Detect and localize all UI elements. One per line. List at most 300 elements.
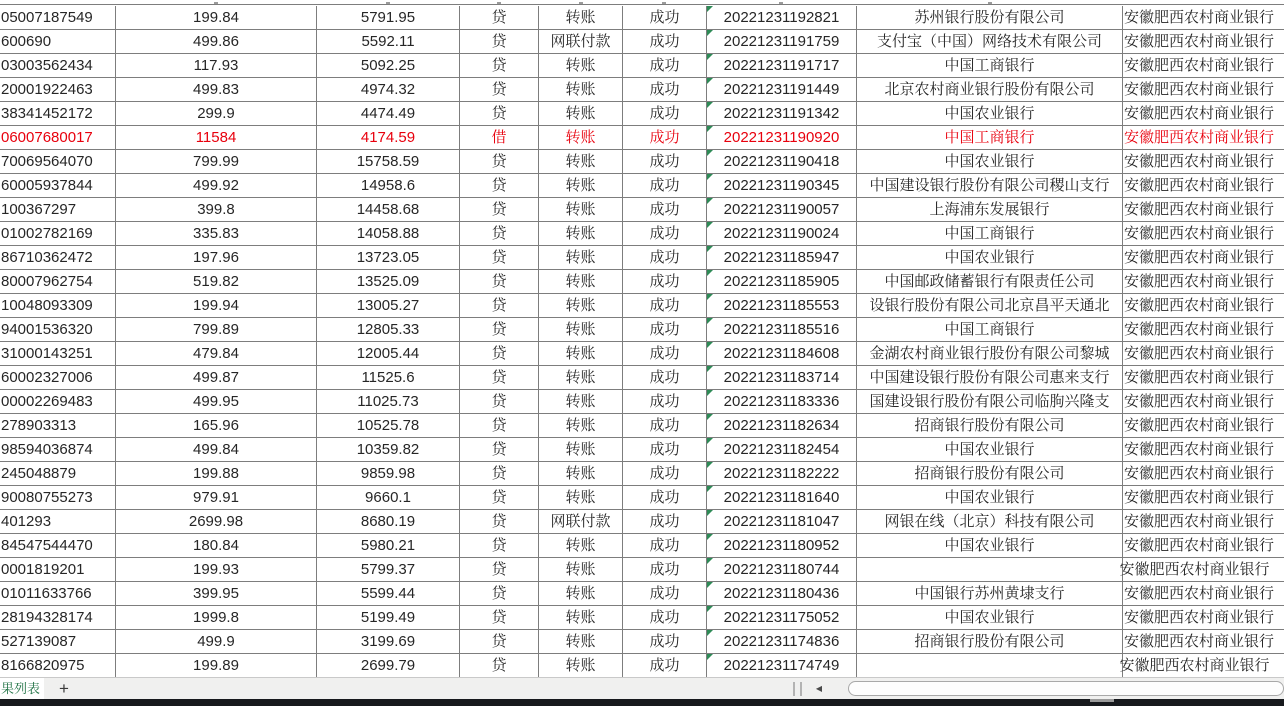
table-row[interactable] — [0, 6, 1284, 30]
cell-direction[interactable]: 贷 — [460, 294, 539, 317]
cell-account[interactable]: 80007962754 — [0, 270, 116, 293]
cell-amount[interactable]: 199.93 — [116, 558, 317, 581]
cell-own-bank[interactable] — [1123, 582, 1284, 605]
cell-amount[interactable]: 499.83 — [116, 78, 317, 101]
cell-timestamp[interactable] — [707, 318, 857, 341]
cell-status[interactable]: 成功 — [623, 342, 707, 365]
stored-as-text-indicator-icon — [707, 558, 713, 564]
cell-own-bank[interactable] — [1123, 6, 1284, 29]
table-row[interactable] — [0, 414, 1284, 438]
cell-counterparty-bank[interactable]: 中国农业银行 — [857, 606, 1123, 629]
cell-direction[interactable]: 借 — [460, 126, 539, 149]
cell-amount[interactable]: 799.99 — [116, 150, 317, 173]
cell-timestamp[interactable] — [707, 510, 857, 533]
cell-counterparty-bank[interactable]: 上海浦东发展银行 — [857, 198, 1123, 221]
cell-balance[interactable]: 5092.25 — [317, 54, 460, 77]
table-row[interactable] — [0, 54, 1284, 78]
cell-transaction-type[interactable]: 转账 — [539, 486, 623, 509]
cell-amount[interactable]: 1999.8 — [116, 606, 317, 629]
cell-direction[interactable]: 贷 — [460, 342, 539, 365]
cell-own-bank[interactable] — [1123, 150, 1284, 173]
cell-transaction-type[interactable]: 转账 — [539, 558, 623, 581]
cell-amount[interactable]: 197.96 — [116, 246, 317, 269]
cell-status[interactable]: 成功 — [623, 222, 707, 245]
table-row[interactable] — [0, 270, 1284, 294]
cell-timestamp[interactable] — [707, 198, 857, 221]
cell-transaction-type[interactable]: 转账 — [539, 222, 623, 245]
cell-status[interactable]: 成功 — [623, 582, 707, 605]
cell-counterparty-bank[interactable]: 国建设银行股份有限公司临朐兴隆支 — [857, 390, 1123, 413]
cell-amount[interactable]: 299.9 — [116, 102, 317, 125]
cell-status[interactable]: 成功 — [623, 30, 707, 53]
cell-timestamp[interactable] — [707, 558, 857, 581]
timestamp-text: 20221231185947 — [723, 249, 840, 266]
cell-account[interactable]: 401293 — [0, 510, 116, 533]
cell-status[interactable]: 成功 — [623, 318, 707, 341]
add-sheet-button[interactable]: + — [59, 679, 69, 698]
cell-own-bank[interactable] — [1123, 126, 1284, 149]
table-row[interactable] — [0, 390, 1284, 414]
cell-status[interactable]: 成功 — [623, 174, 707, 197]
cell-transaction-type[interactable]: 转账 — [539, 318, 623, 341]
cell-timestamp[interactable] — [707, 270, 857, 293]
cell-timestamp[interactable] — [707, 150, 857, 173]
stored-as-text-indicator-icon — [707, 486, 713, 492]
cell-direction[interactable]: 贷 — [460, 414, 539, 437]
cell-transaction-type[interactable]: 转账 — [539, 198, 623, 221]
cell-balance[interactable]: 4974.32 — [317, 78, 460, 101]
cell-amount[interactable]: 335.83 — [116, 222, 317, 245]
cell-timestamp[interactable] — [707, 534, 857, 557]
cell-amount[interactable]: 199.89 — [116, 654, 317, 677]
scroll-left-arrow-icon[interactable]: ◀ — [815, 684, 823, 693]
cell-own-bank[interactable] — [1123, 246, 1284, 269]
own-bank-text: 安徽肥西农村商业银行 — [1123, 201, 1274, 218]
timestamp-text: 20221231190345 — [723, 177, 840, 194]
cell-counterparty-bank[interactable]: 支付宝（中国）网络技术有限公司 — [857, 30, 1123, 53]
cell-balance[interactable]: 5980.21 — [317, 534, 460, 557]
table-row[interactable] — [0, 198, 1284, 222]
cell-counterparty-bank[interactable]: 招商银行股份有限公司 — [857, 414, 1123, 437]
cell-account[interactable]: 20001922463 — [0, 78, 116, 101]
cell-counterparty-bank[interactable]: 金湖农村商业银行股份有限公司黎城 — [857, 342, 1123, 365]
cell-counterparty-bank[interactable]: 中国工商银行 — [857, 222, 1123, 245]
cell-transaction-type[interactable]: 转账 — [539, 342, 623, 365]
cell-amount[interactable]: 499.87 — [116, 366, 317, 389]
timestamp-text: 20221231185905 — [723, 273, 840, 290]
timestamp-text: 20221231183336 — [723, 393, 840, 410]
cell-transaction-type[interactable]: 网联付款 — [539, 30, 623, 53]
cell-own-bank[interactable] — [1123, 318, 1284, 341]
cell-balance[interactable]: 10525.78 — [317, 414, 460, 437]
cell-status[interactable]: 成功 — [623, 246, 707, 269]
cell-counterparty-bank[interactable]: 中国农业银行 — [857, 534, 1123, 557]
cell-own-bank[interactable] — [1123, 390, 1284, 413]
cell-amount[interactable]: 199.94 — [116, 294, 317, 317]
cell-counterparty-bank[interactable]: 中国工商银行 — [857, 318, 1123, 341]
table-row[interactable] — [0, 462, 1284, 486]
cell-balance[interactable]: 14458.68 — [317, 198, 460, 221]
cell-status[interactable]: 成功 — [623, 126, 707, 149]
cell-status[interactable]: 成功 — [623, 630, 707, 653]
cell-direction[interactable]: 贷 — [460, 150, 539, 173]
cell-status[interactable]: 成功 — [623, 198, 707, 221]
cell-timestamp[interactable] — [707, 390, 857, 413]
table-row[interactable] — [0, 342, 1284, 366]
cell-account[interactable]: 38341452172 — [0, 102, 116, 125]
cell-timestamp[interactable] — [707, 462, 857, 485]
cell-timestamp[interactable] — [707, 366, 857, 389]
cell-counterparty-bank[interactable]: 中国农业银行 — [857, 486, 1123, 509]
cell-counterparty-bank[interactable]: 中国农业银行 — [857, 150, 1123, 173]
cell-status[interactable]: 成功 — [623, 294, 707, 317]
cell-direction[interactable]: 贷 — [460, 534, 539, 557]
cell-account[interactable]: 01002782169 — [0, 222, 116, 245]
cell-own-bank[interactable] — [1123, 30, 1284, 53]
sheet-tab[interactable] — [0, 678, 44, 700]
cell-account[interactable]: 03003562434 — [0, 54, 116, 77]
cell-direction[interactable]: 贷 — [460, 582, 539, 605]
cell-counterparty-bank[interactable]: 招商银行股份有限公司 — [857, 630, 1123, 653]
cell-timestamp[interactable] — [707, 54, 857, 77]
cell-direction[interactable]: 贷 — [460, 366, 539, 389]
cell-balance[interactable]: 12805.33 — [317, 318, 460, 341]
cell-direction[interactable]: 贷 — [460, 102, 539, 125]
cell-balance[interactable]: 5791.95 — [317, 6, 460, 29]
cell-amount[interactable]: 519.82 — [116, 270, 317, 293]
cell-direction[interactable]: 贷 — [460, 318, 539, 341]
table-row[interactable] — [0, 318, 1284, 342]
cell-account[interactable]: 100367297 — [0, 198, 116, 221]
cell-account[interactable]: 245048879 — [0, 462, 116, 485]
cell-amount[interactable]: 165.96 — [116, 414, 317, 437]
table-row[interactable] — [0, 582, 1284, 606]
cell-amount[interactable]: 799.89 — [116, 318, 317, 341]
cell-balance[interactable]: 11025.73 — [317, 390, 460, 413]
cell-own-bank[interactable] — [1123, 606, 1284, 629]
cell-account[interactable]: 8166820975 — [0, 654, 116, 677]
cell-balance[interactable]: 8680.19 — [317, 510, 460, 533]
cell-timestamp[interactable] — [707, 78, 857, 101]
cell-balance[interactable]: 13723.05 — [317, 246, 460, 269]
cell-direction[interactable]: 贷 — [460, 654, 539, 677]
cell-balance[interactable]: 11525.6 — [317, 366, 460, 389]
cell-balance[interactable]: 15758.59 — [317, 150, 460, 173]
cell-timestamp[interactable] — [707, 6, 857, 29]
cell-amount[interactable]: 479.84 — [116, 342, 317, 365]
cell-status[interactable]: 成功 — [623, 510, 707, 533]
table-row[interactable] — [0, 654, 1284, 678]
cell-direction[interactable]: 贷 — [460, 6, 539, 29]
cell-account[interactable]: 600690 — [0, 30, 116, 53]
cell-status[interactable]: 成功 — [623, 462, 707, 485]
cell-transaction-type[interactable]: 转账 — [539, 366, 623, 389]
cell-status[interactable]: 成功 — [623, 102, 707, 125]
own-bank-text: 安徽肥西农村商业银行 — [1119, 657, 1270, 674]
stored-as-text-indicator-icon — [707, 342, 713, 348]
cell-account[interactable]: 98594036874 — [0, 438, 116, 461]
cell-own-bank[interactable] — [1123, 462, 1284, 485]
cell-balance[interactable]: 10359.82 — [317, 438, 460, 461]
cell-balance[interactable]: 9859.98 — [317, 462, 460, 485]
cell-direction[interactable]: 贷 — [460, 486, 539, 509]
cell-amount[interactable]: 499.95 — [116, 390, 317, 413]
own-bank-text: 安徽肥西农村商业银行 — [1123, 33, 1274, 50]
cell-own-bank[interactable] — [1123, 630, 1284, 653]
cell-counterparty-bank[interactable]: 中国建设银行股份有限公司惠来支行 — [857, 366, 1123, 389]
cell-own-bank[interactable] — [1123, 534, 1284, 557]
cell-status[interactable]: 成功 — [623, 486, 707, 509]
stored-as-text-indicator-icon — [707, 318, 713, 324]
cell-transaction-type[interactable]: 转账 — [539, 654, 623, 677]
cell-account[interactable]: 60005937844 — [0, 174, 116, 197]
cell-direction[interactable]: 贷 — [460, 462, 539, 485]
cell-account[interactable]: 278903313 — [0, 414, 116, 437]
cell-own-bank[interactable] — [1123, 366, 1284, 389]
cell-balance[interactable]: 5592.11 — [317, 30, 460, 53]
cell-timestamp[interactable] — [707, 246, 857, 269]
cell-direction[interactable]: 贷 — [460, 510, 539, 533]
cell-transaction-type[interactable]: 转账 — [539, 294, 623, 317]
cell-transaction-type[interactable]: 转账 — [539, 126, 623, 149]
cell-direction[interactable]: 贷 — [460, 390, 539, 413]
cell-counterparty-bank[interactable]: 中国银行苏州黄埭支行 — [857, 582, 1123, 605]
cell-timestamp[interactable] — [707, 414, 857, 437]
cell-account[interactable]: 0001819201 — [0, 558, 116, 581]
cell-own-bank[interactable] — [1123, 54, 1284, 77]
cell-balance[interactable]: 12005.44 — [317, 342, 460, 365]
cell-status[interactable]: 成功 — [623, 438, 707, 461]
cell-amount[interactable]: 199.88 — [116, 462, 317, 485]
cell-amount[interactable]: 499.86 — [116, 30, 317, 53]
cell-direction[interactable]: 贷 — [460, 606, 539, 629]
cell-timestamp[interactable] — [707, 606, 857, 629]
cell-own-bank[interactable] — [1123, 342, 1284, 365]
cell-account[interactable]: 94001536320 — [0, 318, 116, 341]
cell-direction[interactable]: 贷 — [460, 558, 539, 581]
cell-balance[interactable]: 5599.44 — [317, 582, 460, 605]
table-row[interactable] — [0, 366, 1284, 390]
cell-counterparty-bank[interactable]: 中国建设银行股份有限公司稷山支行 — [857, 174, 1123, 197]
table-row[interactable] — [0, 630, 1284, 654]
horizontal-scrollbar-thumb[interactable] — [848, 681, 1284, 696]
table-row[interactable] — [0, 174, 1284, 198]
cell-amount[interactable]: 499.9 — [116, 630, 317, 653]
cell-status[interactable]: 成功 — [623, 78, 707, 101]
cell-transaction-type[interactable]: 转账 — [539, 246, 623, 269]
cell-transaction-type[interactable]: 转账 — [539, 390, 623, 413]
cell-balance[interactable]: 13525.09 — [317, 270, 460, 293]
cell-transaction-type[interactable]: 转账 — [539, 150, 623, 173]
table-row[interactable] — [0, 102, 1284, 126]
cell-direction[interactable]: 贷 — [460, 30, 539, 53]
cell-account[interactable]: 05007187549 — [0, 6, 116, 29]
cell-timestamp[interactable] — [707, 126, 857, 149]
table-row[interactable] — [0, 534, 1284, 558]
cell-timestamp[interactable] — [707, 654, 857, 677]
cell-counterparty-bank[interactable]: 网银在线（北京）科技有限公司 — [857, 510, 1123, 533]
cell-transaction-type[interactable]: 转账 — [539, 534, 623, 557]
cell-amount[interactable]: 399.95 — [116, 582, 317, 605]
cell-timestamp[interactable] — [707, 630, 857, 653]
table-row[interactable] — [0, 606, 1284, 630]
cell-direction[interactable]: 贷 — [460, 198, 539, 221]
cell-direction[interactable]: 贷 — [460, 270, 539, 293]
cell-transaction-type[interactable]: 转账 — [539, 630, 623, 653]
scrollbar-splitter-handle[interactable] — [793, 682, 802, 696]
cell-own-bank[interactable] — [1119, 654, 1284, 677]
cell-amount[interactable]: 499.92 — [116, 174, 317, 197]
cell-timestamp[interactable] — [707, 102, 857, 125]
cell-account[interactable]: 06007680017 — [0, 126, 116, 149]
cell-amount[interactable]: 499.84 — [116, 438, 317, 461]
cell-balance[interactable]: 4174.59 — [317, 126, 460, 149]
cell-timestamp[interactable] — [707, 486, 857, 509]
cell-transaction-type[interactable]: 转账 — [539, 174, 623, 197]
cell-timestamp[interactable] — [707, 342, 857, 365]
cell-counterparty-bank[interactable]: 中国农业银行 — [857, 102, 1123, 125]
cell-balance[interactable]: 3199.69 — [317, 630, 460, 653]
cell-amount[interactable]: 399.8 — [116, 198, 317, 221]
cell-own-bank[interactable] — [1123, 198, 1284, 221]
cell-own-bank[interactable] — [1119, 558, 1284, 581]
cell-counterparty-bank[interactable]: 中国农业银行 — [857, 438, 1123, 461]
cell-account[interactable]: 90080755273 — [0, 486, 116, 509]
cell-transaction-type[interactable]: 转账 — [539, 54, 623, 77]
cell-own-bank[interactable] — [1123, 78, 1284, 101]
cell-transaction-type[interactable]: 转账 — [539, 102, 623, 125]
stored-as-text-indicator-icon — [707, 534, 713, 540]
cell-account[interactable]: 01011633766 — [0, 582, 116, 605]
cell-transaction-type[interactable]: 网联付款 — [539, 510, 623, 533]
cell-balance[interactable]: 14958.6 — [317, 174, 460, 197]
cell-own-bank[interactable] — [1123, 414, 1284, 437]
cell-counterparty-bank[interactable]: 中国农业银行 — [857, 246, 1123, 269]
table-row[interactable] — [0, 510, 1284, 534]
cell-balance[interactable]: 2699.79 — [317, 654, 460, 677]
table-row[interactable] — [0, 126, 1284, 150]
cell-counterparty-bank[interactable]: 中国工商银行 — [857, 54, 1123, 77]
cell-amount[interactable]: 979.91 — [116, 486, 317, 509]
cell-balance[interactable]: 14058.88 — [317, 222, 460, 245]
cell-direction[interactable]: 贷 — [460, 78, 539, 101]
cell-counterparty-bank[interactable]: 北京农村商业银行股份有限公司 — [857, 78, 1123, 101]
cell-account[interactable]: 84547544470 — [0, 534, 116, 557]
cell-status[interactable]: 成功 — [623, 654, 707, 677]
table-row[interactable] — [0, 30, 1284, 54]
table-row[interactable] — [0, 294, 1284, 318]
cell-status[interactable]: 成功 — [623, 150, 707, 173]
cell-status[interactable]: 成功 — [623, 390, 707, 413]
cell-amount[interactable]: 117.93 — [116, 54, 317, 77]
cell-transaction-type[interactable]: 转账 — [539, 78, 623, 101]
cell-transaction-type[interactable]: 转账 — [539, 414, 623, 437]
cell-own-bank[interactable] — [1123, 222, 1284, 245]
cell-direction[interactable]: 贷 — [460, 54, 539, 77]
cell-counterparty-bank[interactable] — [857, 654, 1123, 677]
cell-transaction-type[interactable]: 转账 — [539, 462, 623, 485]
cell-account[interactable]: 60002327006 — [0, 366, 116, 389]
cell-amount[interactable]: 2699.98 — [116, 510, 317, 533]
cell-status[interactable]: 成功 — [623, 414, 707, 437]
timestamp-text: 20221231181047 — [723, 513, 840, 530]
cell-own-bank[interactable] — [1123, 174, 1284, 197]
cell-own-bank[interactable] — [1123, 438, 1284, 461]
cell-amount[interactable]: 11584 — [116, 126, 317, 149]
cell-status[interactable]: 成功 — [623, 558, 707, 581]
cell-account[interactable]: 527139087 — [0, 630, 116, 653]
cell-balance[interactable]: 4474.49 — [317, 102, 460, 125]
cell-counterparty-bank[interactable]: 苏州银行股份有限公司 — [857, 6, 1123, 29]
cell-counterparty-bank[interactable]: 中国邮政储蓄银行有限责任公司 — [857, 270, 1123, 293]
cell-counterparty-bank[interactable]: 设银行股份有限公司北京昌平天通北 — [857, 294, 1123, 317]
cell-balance[interactable]: 13005.27 — [317, 294, 460, 317]
cell-own-bank[interactable] — [1123, 486, 1284, 509]
cell-timestamp[interactable] — [707, 294, 857, 317]
cell-status[interactable]: 成功 — [623, 534, 707, 557]
cell-timestamp[interactable] — [707, 438, 857, 461]
cell-balance[interactable]: 5199.49 — [317, 606, 460, 629]
cell-direction[interactable]: 贷 — [460, 222, 539, 245]
cell-direction[interactable]: 贷 — [460, 630, 539, 653]
own-bank-text: 安徽肥西农村商业银行 — [1123, 489, 1274, 506]
cell-status[interactable]: 成功 — [623, 606, 707, 629]
table-row[interactable] — [0, 150, 1284, 174]
table-row[interactable] — [0, 438, 1284, 462]
cell-account[interactable]: 70069564070 — [0, 150, 116, 173]
own-bank-text: 安徽肥西农村商业银行 — [1123, 297, 1274, 314]
table-row[interactable] — [0, 78, 1284, 102]
cell-status[interactable]: 成功 — [623, 366, 707, 389]
table-row[interactable] — [0, 246, 1284, 270]
cell-timestamp[interactable] — [707, 174, 857, 197]
cell-direction[interactable]: 贷 — [460, 246, 539, 269]
cell-own-bank[interactable] — [1123, 102, 1284, 125]
cell-timestamp[interactable] — [707, 30, 857, 53]
cell-timestamp[interactable] — [707, 582, 857, 605]
cell-own-bank[interactable] — [1123, 510, 1284, 533]
cell-direction[interactable]: 贷 — [460, 438, 539, 461]
cell-account[interactable]: 00002269483 — [0, 390, 116, 413]
table-row[interactable] — [0, 222, 1284, 246]
cell-account[interactable]: 31000143251 — [0, 342, 116, 365]
cell-amount[interactable]: 180.84 — [116, 534, 317, 557]
cell-account[interactable]: 86710362472 — [0, 246, 116, 269]
cell-amount[interactable]: 199.84 — [116, 6, 317, 29]
cell-transaction-type[interactable]: 转账 — [539, 438, 623, 461]
cell-own-bank[interactable] — [1123, 294, 1284, 317]
cell-counterparty-bank[interactable] — [857, 558, 1123, 581]
cell-counterparty-bank[interactable]: 招商银行股份有限公司 — [857, 462, 1123, 485]
cell-transaction-type[interactable]: 转账 — [539, 582, 623, 605]
table-row[interactable] — [0, 558, 1284, 582]
cell-transaction-type[interactable]: 转账 — [539, 6, 623, 29]
cell-direction[interactable]: 贷 — [460, 174, 539, 197]
cell-timestamp[interactable] — [707, 222, 857, 245]
cell-balance[interactable]: 5799.37 — [317, 558, 460, 581]
cell-status[interactable]: 成功 — [623, 270, 707, 293]
cell-counterparty-bank[interactable]: 中国工商银行 — [857, 126, 1123, 149]
cell-status[interactable]: 成功 — [623, 6, 707, 29]
cell-own-bank[interactable] — [1123, 270, 1284, 293]
cell-account[interactable]: 28194328174 — [0, 606, 116, 629]
cell-transaction-type[interactable]: 转账 — [539, 606, 623, 629]
table-row[interactable] — [0, 486, 1284, 510]
cell-balance[interactable]: 9660.1 — [317, 486, 460, 509]
cell-transaction-type[interactable]: 转账 — [539, 270, 623, 293]
cell-account[interactable]: 10048093309 — [0, 294, 116, 317]
cell-status[interactable]: 成功 — [623, 54, 707, 77]
